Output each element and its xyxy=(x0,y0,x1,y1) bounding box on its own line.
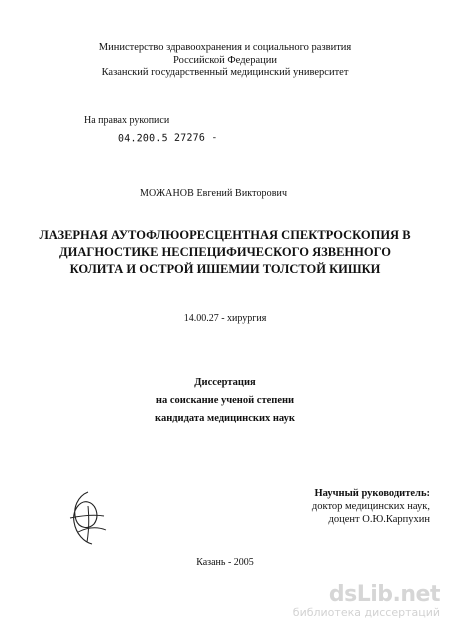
institution-line-2: Российской Федерации xyxy=(173,54,277,66)
degree-line-1: на соискание ученой степени xyxy=(155,395,295,406)
manuscript-note: На правах рукописи xyxy=(84,115,170,126)
title-line-1: ЛАЗЕРНАЯ АУТОФЛЮОРЕСЦЕНТНАЯ СПЕКТРОСКОПИЯ В xyxy=(39,228,411,242)
stamp-number: 04.200.5 27276 - xyxy=(117,132,218,145)
dissertation-label: Диссертация xyxy=(194,377,256,388)
title-line-3: КОЛИТА И ОСТРОЙ ИШЕМИИ ТОЛСТОЙ КИШКИ xyxy=(69,262,381,276)
dissertation-degree-block xyxy=(0,374,450,428)
handwritten-signature xyxy=(58,486,118,548)
watermark-logo: dsLib.net xyxy=(328,582,440,607)
institution-line-1: Министерство здравоохранения и социального развития xyxy=(98,42,352,53)
dissertation-title xyxy=(0,227,450,278)
supervisor-degree: доктор медицинских наук, xyxy=(311,501,430,512)
supervisor-name: доцент О.Ю.Карпухин xyxy=(328,514,430,525)
institution-block xyxy=(0,42,450,80)
supervisor-heading: Научный руководитель: xyxy=(314,488,430,499)
institution-line-3: Казанский государственный медицинский университет xyxy=(101,67,349,78)
title-line-2: ДИАГНОСТИКЕ НЕСПЕЦИФИЧЕСКОГО ЯЗВЕННОГО xyxy=(59,245,391,259)
watermark-subtitle: библиотека диссертаций xyxy=(292,606,440,619)
specialty-code: 14.00.27 - хирургия xyxy=(183,313,267,324)
degree-line-2: кандидата медицинских наук xyxy=(155,413,295,424)
city-year: Казань - 2005 xyxy=(196,557,254,568)
supervisor-block xyxy=(312,487,430,526)
watermark xyxy=(293,584,440,619)
author-name: МОЖАНОВ Евгений Викторович xyxy=(140,188,288,199)
